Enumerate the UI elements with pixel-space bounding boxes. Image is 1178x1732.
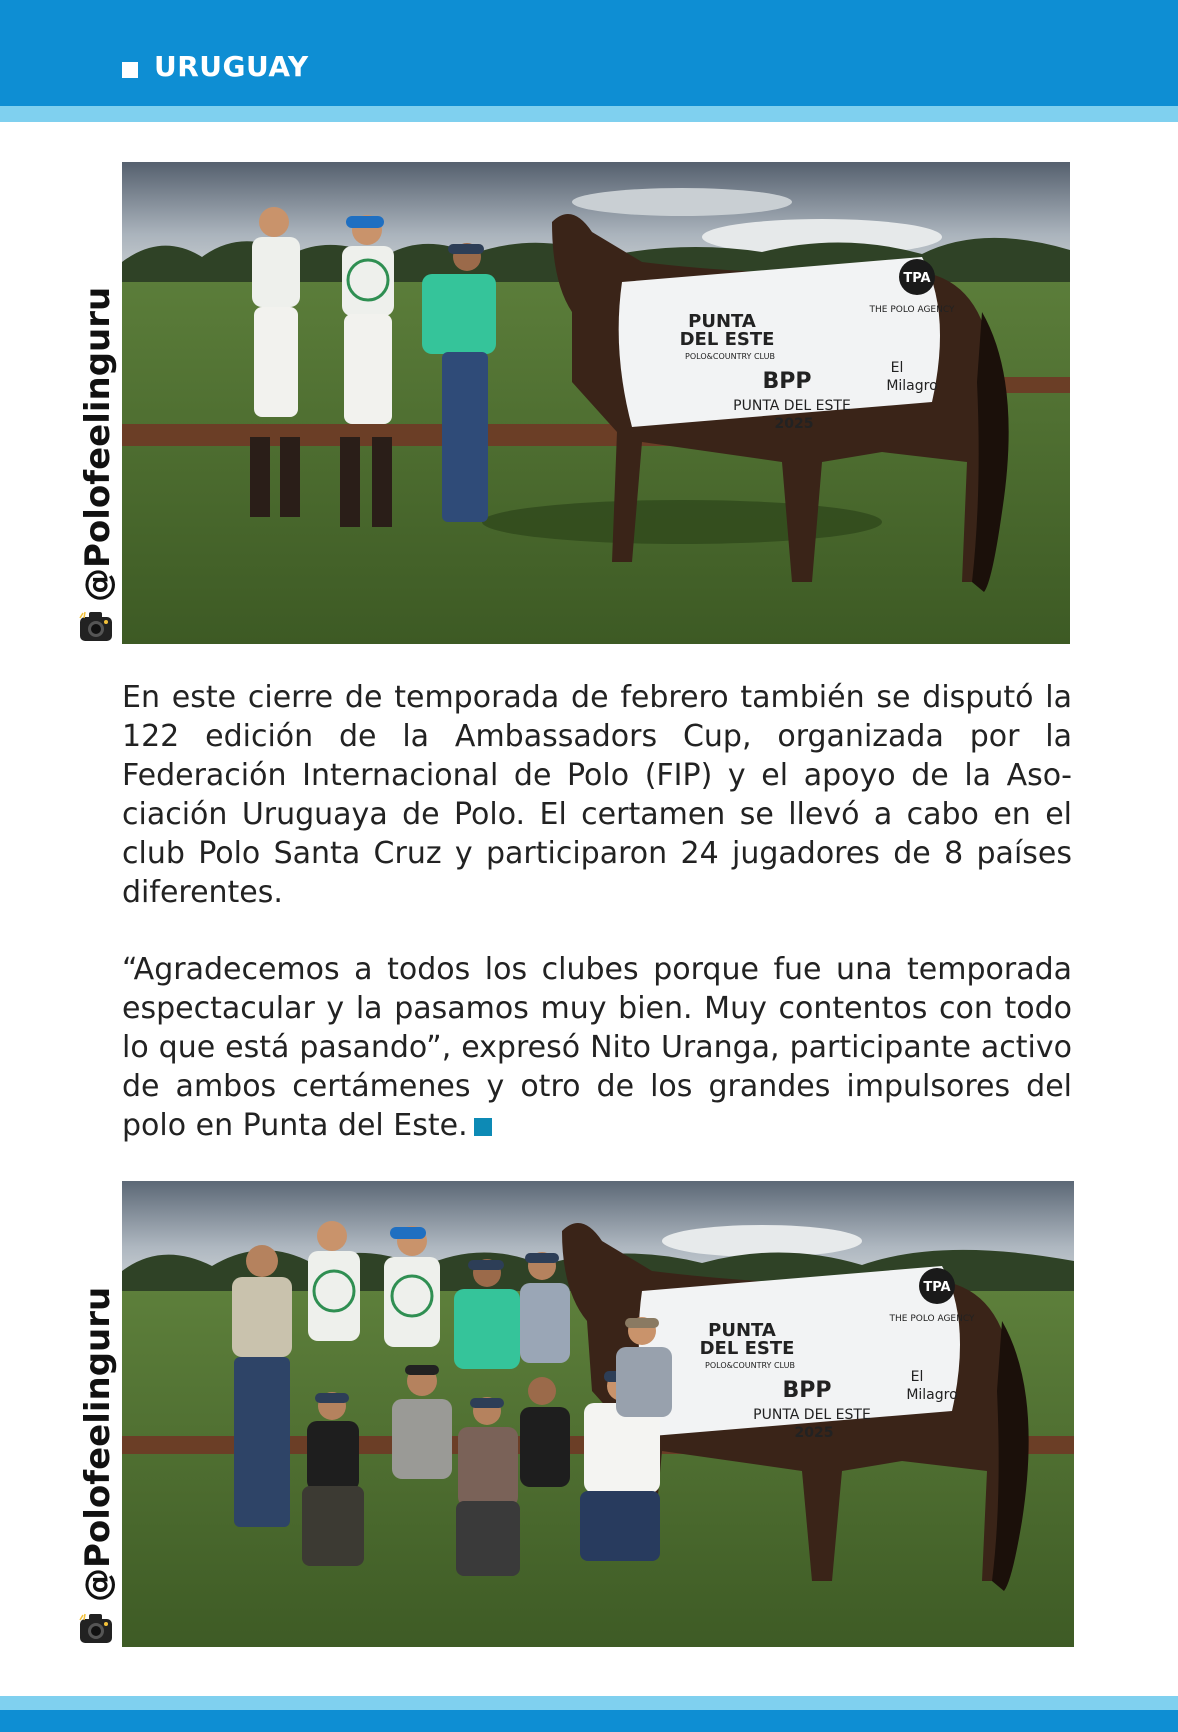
article-paragraph [122,950,1072,1145]
blanket-sponsor-line2: Milagro [906,1387,958,1403]
blanket-club-line2: DEL ESTE [699,1338,795,1359]
blanket-event: BPP [782,1378,832,1403]
social-handle: @Polofeelinguru [78,1286,118,1602]
social-handle: @Polofeelinguru [78,286,118,602]
blanket-agency: THE POLO AGENCY [869,305,955,315]
blanket-place: PUNTA DEL ESTE [733,398,851,414]
photo-group-with-horse [122,1181,1074,1647]
blanket-year: 2025 [774,416,814,432]
social-tag [66,1286,126,1646]
footer-stripe [0,1696,1178,1710]
blanket-event: BPP [762,369,812,394]
blanket-year: 2025 [794,1425,834,1441]
blanket-tpa: TPA [923,1280,951,1295]
blanket-sponsor-line1: El [890,360,904,376]
blanket-club-sub: POLO&COUNTRY CLUB [705,1361,795,1370]
header-stripe [0,106,1178,122]
end-of-article-square-icon [474,1118,492,1136]
camera-icon [78,609,114,643]
blanket-sponsor-line2: Milagro [886,378,938,394]
article-paragraph: En este cierre de temporada de febrero también se disputó la 122 edición de la Ambassadors Cup, organizada por la Federación Internacional de Polo (FIP) y el apoyo de la Asociación Uruguaya de Polo. El certamen se llevó a cabo en el club Polo Santa Cruz y participaron 24 jugadores de 8 países diferentes. [122,680,1072,910]
section-label: URUGUAY [154,50,309,83]
blanket-sponsor-line1: El [910,1369,924,1385]
square-icon [122,62,138,78]
blanket-place: PUNTA DEL ESTE [753,1407,871,1423]
social-tag [66,286,126,646]
blanket-agency: THE POLO AGENCY [889,1314,975,1324]
blanket-club-sub: POLO&COUNTRY CLUB [685,352,775,361]
article-paragraph-text: “Agradecemos a todos los clubes porque fue una temporada espectacular y la pasamos muy bien. Muy contentos con todo lo que está pasando”, expresó Nito Uranga, participante activo de ambos certámenes y otro de los grandes impulsores del polo en Punta del Este. [122,952,1072,1143]
blanket-club-line1: PUNTA [688,311,756,332]
footer-band [0,1710,1178,1732]
blanket-tpa: TPA [903,271,931,286]
blanket-club-line2: DEL ESTE [679,329,775,350]
photo-polo-team-with-horse [122,162,1070,644]
blanket-club-line1: PUNTA [708,1320,776,1341]
camera-icon [78,1611,114,1645]
